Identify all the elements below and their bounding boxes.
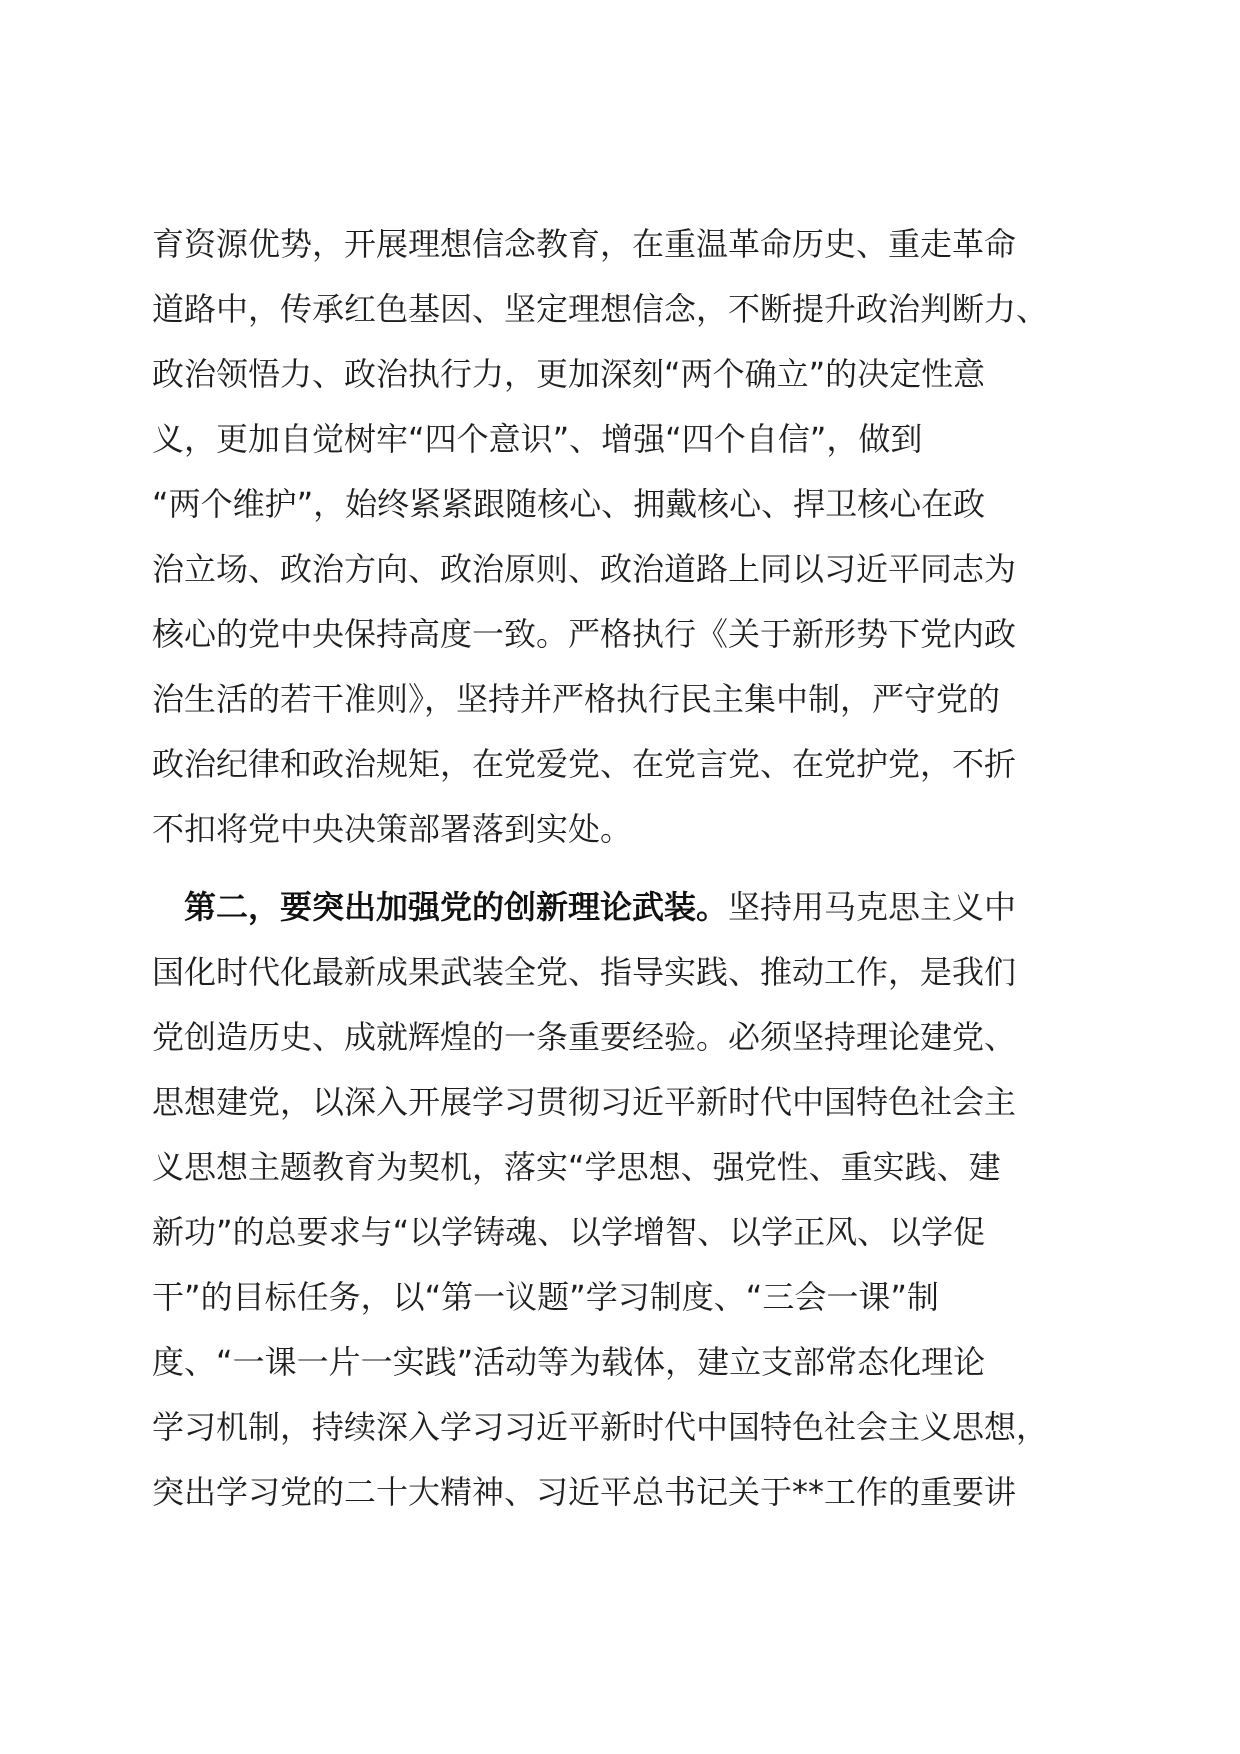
first-line-indent: [152, 888, 184, 926]
paragraph-line: 政治领悟力、政治执行力，更加深刻“两个确立”的决定性意: [152, 355, 986, 393]
paragraph-line: 干”的目标任务，以“第一议题”学习制度、“三会一课”制: [152, 1278, 939, 1316]
paragraph-line: 育资源优势，开展理想信念教育，在重温革命历史、重走革命: [152, 225, 1017, 263]
paragraph-line: 学习机制，持续深入学习习近平新时代中国特色社会主义思想，: [152, 1408, 1049, 1446]
paragraph-line: 突出学习党的二十大精神、习近平总书记关于**工作的重要讲: [152, 1473, 1017, 1511]
paragraph-line: 党创造历史、成就辉煌的一条重要经验。必须坚持理论建党、: [152, 1018, 1017, 1056]
paragraph-line: 核心的党中央保持高度一致。严格执行《关于新形势下党内政: [152, 615, 1017, 653]
paragraph-line: 不扣将党中央决策部署落到实处。: [152, 810, 633, 848]
paragraph-first-line-text: 坚持用马克思主义中: [728, 888, 1017, 926]
paragraph-line: 国化时代化最新成果武装全党、指导实践、推动工作，是我们: [152, 953, 1017, 991]
paragraph-line: 新功”的总要求与“以学铸魂、以学增智、以学正风、以学促: [152, 1213, 986, 1251]
paragraph-line: 治立场、政治方向、政治原则、政治道路上同以习近平同志为: [152, 550, 1017, 588]
paragraph-line: 思想建党，以深入开展学习贯彻习近平新时代中国特色社会主: [152, 1083, 1017, 1121]
paragraph-line: 义，更加自觉树牢“四个意识”、增强“四个自信”，做到: [152, 420, 923, 458]
paragraph-line: “两个维护”，始终紧紧跟随核心、拥戴核心、捍卫核心在政: [152, 485, 986, 523]
paragraph-line: 治生活的若干准则》，坚持并严格执行民主集中制，严守党的: [152, 680, 1001, 718]
paragraph-1: [152, 212, 1112, 862]
paragraph-line: 义思想主题教育为契机，落实“学思想、强党性、重实践、建: [152, 1148, 1001, 1186]
paragraph-line: 道路中，传承红色基因、坚定理想信念，不断提升政治判断力、: [152, 290, 1049, 328]
paragraph-first-line: [152, 875, 1112, 940]
paragraph-2: [152, 875, 1112, 1525]
paragraph-lead-heading: 第二，要突出加强党的创新理论武装。: [184, 888, 729, 926]
paragraph-line: 政治纪律和政治规矩，在党爱党、在党言党、在党护党，不折: [152, 745, 1017, 783]
paragraph-line: 度、“一课一片一实践”活动等为载体，建立支部常态化理论: [152, 1343, 986, 1381]
